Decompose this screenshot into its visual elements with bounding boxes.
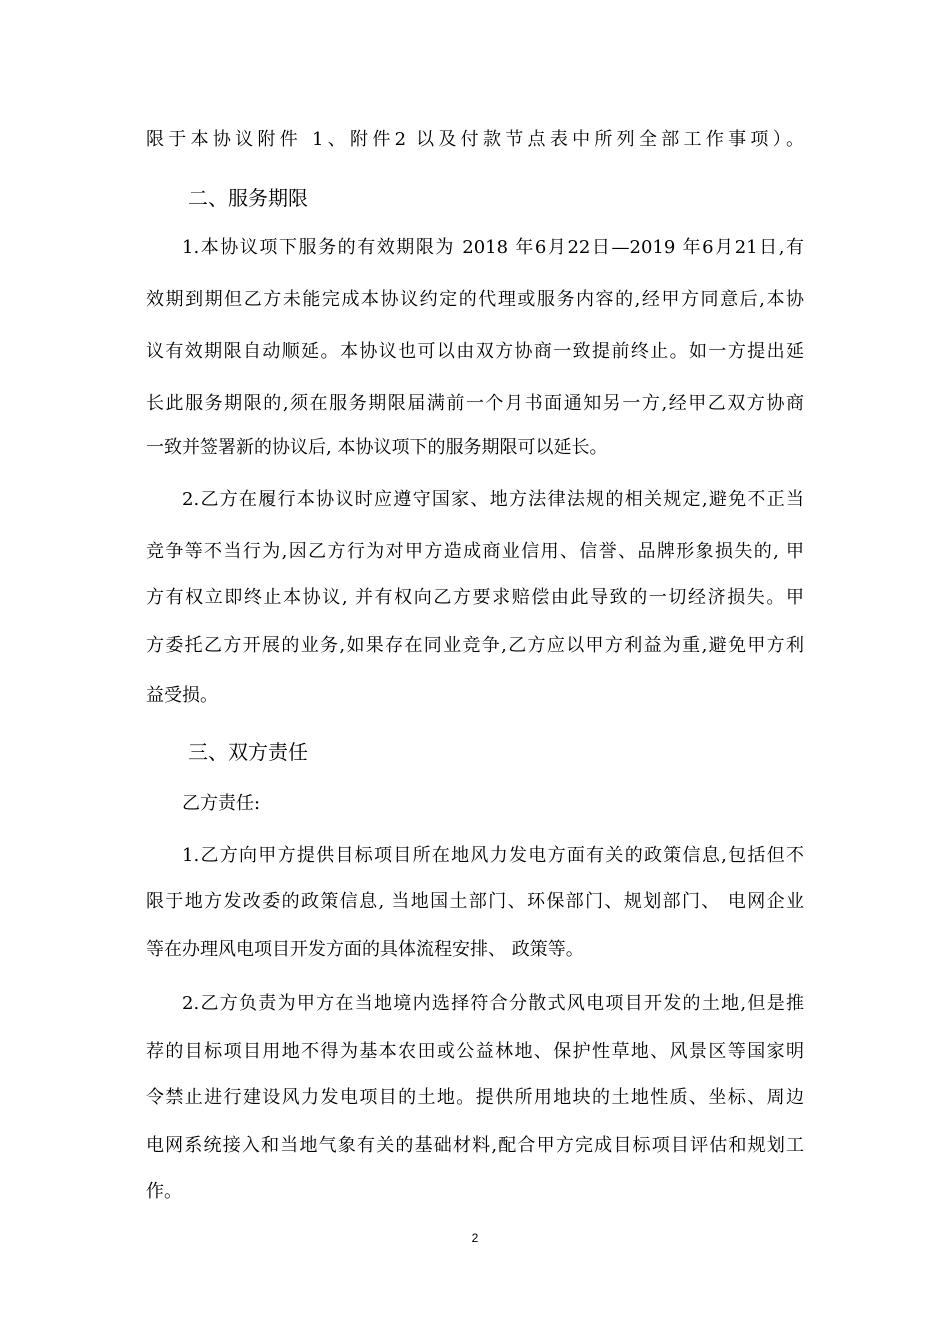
text-line: 2.乙方在履行本协议时应遵守国家、地方法律法规的相关规定,避免不正当 xyxy=(182,489,804,510)
page-number: 2 xyxy=(471,1231,479,1245)
text-line: 效期到期但乙方未能完成本协议约定的代理或服务内容的,经甲方同意后,本协 xyxy=(146,289,804,310)
text-line: 1.乙方向甲方提供目标项目所在地风力发电方面有关的政策信息,包括但不 xyxy=(182,845,804,866)
text-line: 议有效期限自动顺延。本协议也可以由双方协商一致提前终止。如一方提出延 xyxy=(146,341,804,362)
text-line: 1.本协议项下服务的有效期限为 2018 年6月22日—2019 年6月21日,有 xyxy=(182,237,804,258)
text-line: 令禁止进行建设风力发电项目的土地。提供所用地块的土地性质、坐标、周边 xyxy=(146,1087,804,1108)
section-heading-responsibilities: 三、双方责任 xyxy=(188,740,308,764)
text-line: 乙方责任: xyxy=(182,793,261,814)
text-line: 限于地方发改委的政策信息, 当地国土部门、环保部门、规划部门、 电网企业 xyxy=(146,891,804,912)
text-line: 限于本协议附件 1、附件2 以及付款节点表中所列全部工作事项）。 xyxy=(146,129,804,150)
section-heading-service-term: 二、服务期限 xyxy=(188,186,308,210)
text-line: 竞争等不当行为,因乙方行为对甲方造成商业信用、信誉、品牌形象损失的, 甲 xyxy=(146,541,804,562)
text-line: 电网系统接入和当地气象有关的基础材料,配合甲方完成目标项目评估和规划工 xyxy=(146,1135,804,1156)
text-line: 等在办理风电项目开发方面的具体流程安排、 政策等。 xyxy=(146,939,584,960)
text-line: 方有权立即终止本协议, 并有权向乙方要求赔偿由此导致的一切经济损失。甲 xyxy=(146,587,804,608)
text-line: 作。 xyxy=(146,1181,182,1202)
text-line: 2.乙方负责为甲方在当地境内选择符合分散式风电项目开发的土地,但是推 xyxy=(182,993,804,1014)
text-line: 一致并签署新的协议后, 本协议项下的服务期限可以延长。 xyxy=(146,437,608,458)
text-line: 长此服务期限的,须在服务期限届满前一个月书面通知另一方,经甲乙双方协商 xyxy=(146,393,804,414)
text-line: 益受损。 xyxy=(146,685,218,706)
text-line: 方委托乙方开展的业务,如果存在同业竞争,乙方应以甲方利益为重,避免甲方利 xyxy=(146,635,804,656)
text-line: 荐的目标项目用地不得为基本农田或公益林地、保护性草地、风景区等国家明 xyxy=(146,1041,804,1062)
